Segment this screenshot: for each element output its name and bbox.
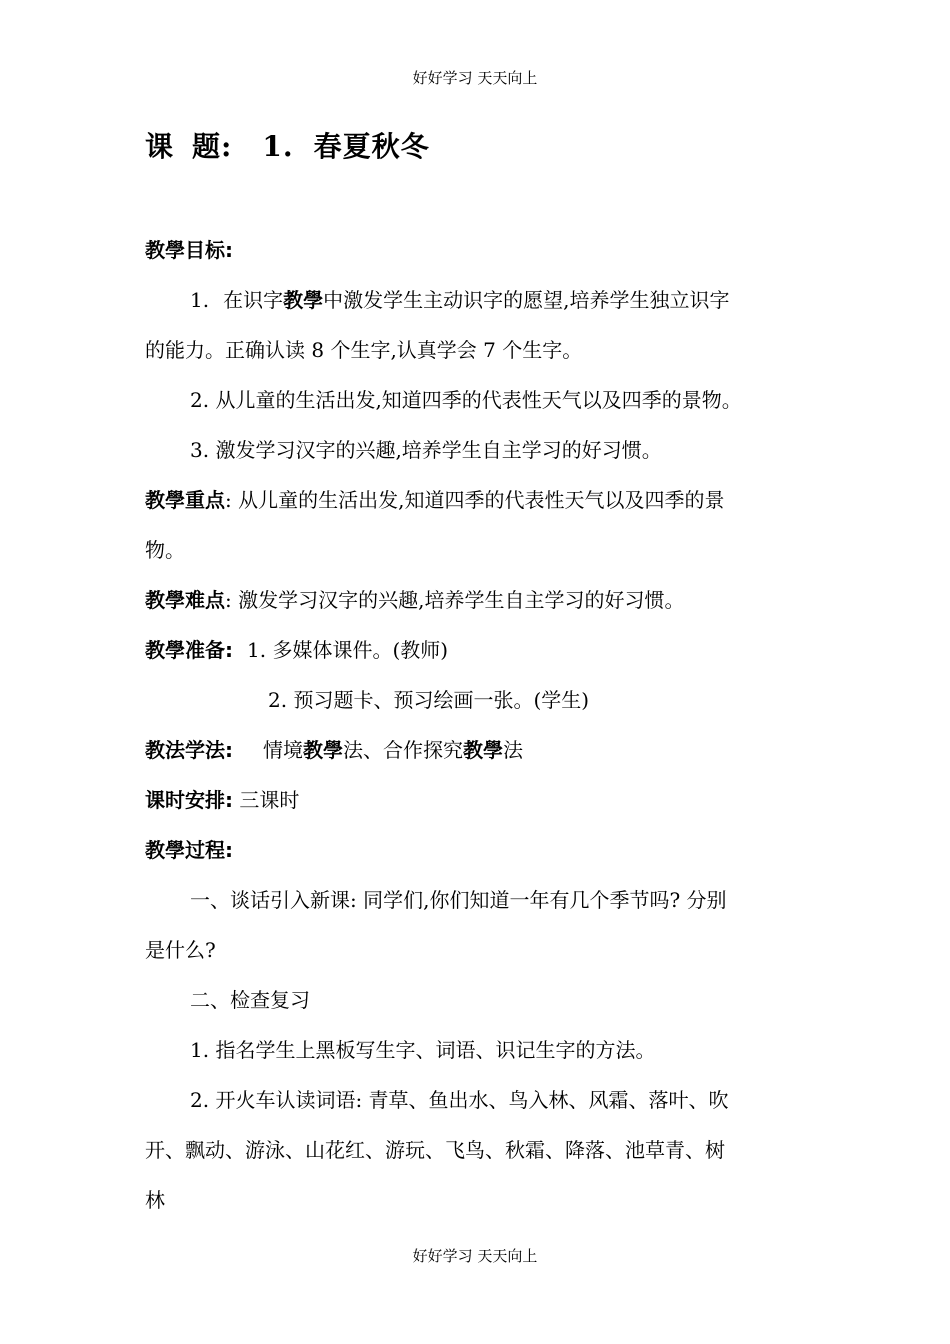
schedule-text: 三课时 [233,788,300,812]
title-label-a: 课 [145,130,175,163]
process-step-1-continued: 是什么? [145,938,216,962]
objective-item-1-number: 1. [190,288,210,312]
preparation [145,635,815,665]
review-item-1: 1. 指名学生上黑板写生字、词语、识记生字的方法。 [190,1038,656,1062]
schedule-label: 课时安排: [145,788,233,812]
key-point-continued: 物。 [145,538,185,562]
page-header: 好好学习 天天向上 [412,69,538,87]
process-heading: 教學过程: [145,838,233,862]
preparation-label: 教學准备: [145,638,233,662]
difficulty-text: : 激发学习汉字的兴趣,培养学生自主学习的好习惯。 [225,588,685,612]
process-step-1: 一、谈话引入新课: 同学们,你们知道一年有几个季节吗? 分别 [190,888,727,912]
difficulty [145,585,815,615]
methods-mid: 法、合作探究 [343,738,463,762]
title-name: 春夏秋冬 [313,130,430,163]
objective-item-1-keyword: 教學 [283,288,324,312]
objective-item-1-continued: 的能力。正确认读 8 个生字,认真学会 7 个生字。 [145,338,583,362]
page-footer: 好好学习 天天向上 [412,1247,538,1265]
methods-keyword-2: 教學 [463,738,503,762]
objective-item-1-post: 中激发学生主动识字的愿望,培养学生独立识字 [323,288,730,312]
objective-item-1-pre: 在识字 [223,288,284,312]
difficulty-label: 教學难点 [145,588,225,612]
review-item-2-continued: 开、飘动、游泳、山花红、游玩、飞鸟、秋霜、降落、池草青、树 [145,1138,725,1162]
objective-item-3: 3. 激发学习汉字的兴趣,培养学生自主学习的好习惯。 [190,438,662,462]
schedule [145,785,815,815]
objectives-heading: 教學目标: [145,238,233,262]
methods-keyword-1: 教學 [303,738,343,762]
methods [145,735,815,765]
title-label-b: 题: [192,130,233,163]
key-point [145,485,815,515]
title-number: 1. [262,130,294,163]
process-step-2: 二、检查复习 [190,988,310,1012]
key-point-label: 教學重点 [145,488,225,512]
methods-post: 法 [503,738,523,762]
lesson-title [145,128,430,166]
objective-item-1 [190,285,815,315]
preparation-item-2: 2. 预习题卡、预习绘画一张。(学生) [268,688,590,712]
methods-label: 教法学法: [145,738,233,762]
preparation-item-1: 1. 多媒体课件。(教师) [247,638,449,662]
methods-pre: 情境 [263,738,303,762]
review-item-2: 2. 开火车认读词语: 青草、鱼出水、鸟入林、风霜、落叶、吹 [190,1088,729,1112]
key-point-text: : 从儿童的生活出发,知道四季的代表性天气以及四季的景 [225,488,725,512]
review-item-2-continued-2: 林 [145,1188,165,1212]
objective-item-2: 2. 从儿童的生活出发,知道四季的代表性天气以及四季的景物。 [190,388,742,412]
